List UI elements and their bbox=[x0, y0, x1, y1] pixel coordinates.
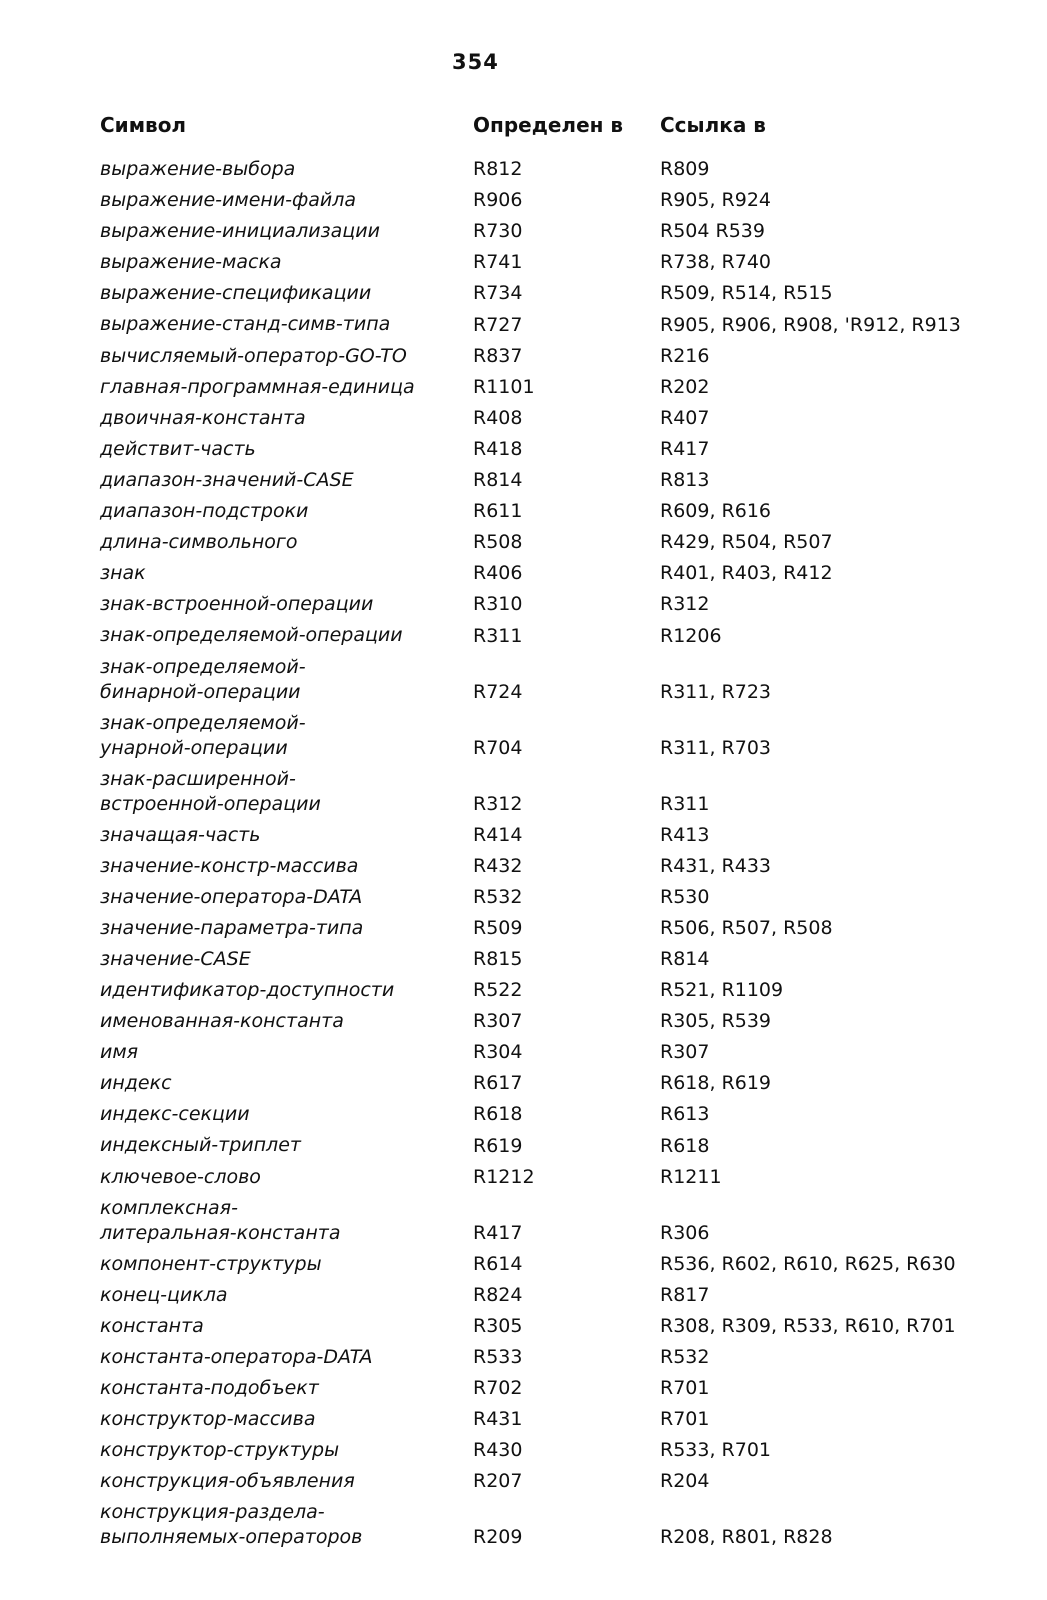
symbol-cell: главная-программная-единица bbox=[100, 375, 415, 398]
table-row bbox=[0, 372, 1047, 403]
referenced-in-cell: R204 bbox=[660, 1470, 710, 1493]
symbol-cell: имя bbox=[100, 1041, 139, 1064]
defined-in-cell: R311 bbox=[473, 624, 523, 647]
table-row bbox=[0, 185, 1047, 216]
symbol-cell: знак-определяемой- унарной-операции bbox=[100, 711, 306, 759]
table-row bbox=[0, 1068, 1047, 1099]
table-row bbox=[0, 1280, 1047, 1311]
defined-in-cell: R432 bbox=[473, 854, 523, 877]
defined-in-cell: R702 bbox=[473, 1377, 523, 1400]
symbol-cell: конструкция-объявления bbox=[100, 1470, 355, 1493]
table-row bbox=[0, 1342, 1047, 1373]
symbol-cell: индексный-триплет bbox=[100, 1134, 301, 1157]
defined-in-cell: R414 bbox=[473, 823, 523, 846]
defined-in-cell: R741 bbox=[473, 251, 523, 274]
symbol-cell: выражение-станд-симв-типа bbox=[100, 313, 391, 336]
symbol-cell: значащая-часть bbox=[100, 823, 261, 846]
defined-in-cell: R305 bbox=[473, 1314, 523, 1337]
table-row bbox=[0, 1162, 1047, 1193]
table-row bbox=[0, 216, 1047, 247]
header-symbol: Символ bbox=[100, 113, 187, 137]
symbol-cell: вычисляемый-оператор-GO-TO bbox=[100, 344, 407, 367]
symbol-cell: ключевое-слово bbox=[100, 1165, 261, 1188]
table-row bbox=[0, 1311, 1047, 1342]
defined-in-cell: R430 bbox=[473, 1439, 523, 1462]
symbol-cell: выражение-выбора bbox=[100, 158, 296, 180]
symbol-cell: действит-часть bbox=[100, 437, 256, 460]
table-row bbox=[0, 708, 1047, 764]
referenced-in-cell: R407 bbox=[660, 406, 710, 429]
table-row bbox=[0, 1435, 1047, 1466]
referenced-in-cell: R413 bbox=[660, 823, 710, 846]
referenced-in-cell: R905, R924 bbox=[660, 189, 772, 212]
referenced-in-cell: R306 bbox=[660, 1221, 710, 1244]
table-row bbox=[0, 882, 1047, 913]
defined-in-cell: R815 bbox=[473, 947, 523, 970]
referenced-in-cell: R506, R507, R508 bbox=[660, 916, 833, 939]
table-row bbox=[0, 851, 1047, 882]
symbol-cell: значение-CASE bbox=[100, 947, 251, 970]
symbol-cell: значение-оператора-DATA bbox=[100, 885, 363, 908]
header-referenced-in: Ссылка в bbox=[660, 113, 766, 137]
referenced-in-cell: R429, R504, R507 bbox=[660, 531, 833, 554]
index-table bbox=[0, 154, 1047, 1553]
table-row bbox=[0, 1404, 1047, 1435]
defined-in-cell: R724 bbox=[473, 680, 523, 703]
referenced-in-cell: R401, R403, R412 bbox=[660, 562, 833, 585]
defined-in-cell: R812 bbox=[473, 158, 523, 181]
table-row bbox=[0, 1497, 1047, 1553]
defined-in-cell: R304 bbox=[473, 1041, 523, 1064]
referenced-in-cell: R431, R433 bbox=[660, 854, 772, 877]
defined-in-cell: R307 bbox=[473, 1010, 523, 1033]
symbol-cell: диапазон-подстроки bbox=[100, 500, 309, 523]
symbol-cell: значение-параметра-типа bbox=[100, 916, 364, 939]
referenced-in-cell: R532 bbox=[660, 1346, 710, 1368]
referenced-in-cell: R530 bbox=[660, 885, 710, 908]
defined-in-cell: R207 bbox=[473, 1470, 523, 1493]
referenced-in-cell: R533, R701 bbox=[660, 1439, 772, 1462]
header-defined-in: Определен в bbox=[473, 113, 624, 137]
table-row bbox=[0, 434, 1047, 465]
table-row bbox=[0, 620, 1047, 651]
table-row bbox=[0, 1249, 1047, 1280]
defined-in-cell: R906 bbox=[473, 189, 523, 212]
symbol-cell: значение-констр-массива bbox=[100, 854, 359, 877]
defined-in-cell: R824 bbox=[473, 1283, 523, 1306]
defined-in-cell: R814 bbox=[473, 469, 523, 492]
referenced-in-cell: R1211 bbox=[660, 1165, 722, 1188]
symbol-cell: длина-символьного bbox=[100, 531, 298, 554]
referenced-in-cell: R305, R539 bbox=[660, 1010, 772, 1033]
defined-in-cell: R704 bbox=[473, 736, 523, 759]
table-row bbox=[0, 403, 1047, 434]
symbol-cell: индекс bbox=[100, 1072, 172, 1095]
referenced-in-cell: R817 bbox=[660, 1283, 710, 1306]
table-row bbox=[0, 1466, 1047, 1497]
table-row bbox=[0, 1193, 1047, 1249]
referenced-in-cell: R701 bbox=[660, 1408, 710, 1431]
referenced-in-cell: R809 bbox=[660, 158, 710, 181]
defined-in-cell: R209 bbox=[473, 1526, 523, 1549]
table-row bbox=[0, 944, 1047, 975]
table-row bbox=[0, 589, 1047, 620]
symbol-cell: индекс-секции bbox=[100, 1103, 250, 1126]
defined-in-cell: R509 bbox=[473, 916, 523, 939]
table-row bbox=[0, 913, 1047, 944]
symbol-cell: конструкция-раздела- выполняемых-операторов bbox=[100, 1501, 363, 1549]
defined-in-cell: R310 bbox=[473, 593, 523, 616]
defined-in-cell: R611 bbox=[473, 500, 523, 523]
defined-in-cell: R617 bbox=[473, 1072, 523, 1095]
symbol-cell: выражение-маска bbox=[100, 251, 282, 274]
referenced-in-cell: R202 bbox=[660, 375, 710, 398]
symbol-cell: знак-расширенной- встроенной-операции bbox=[100, 767, 321, 815]
defined-in-cell: R408 bbox=[473, 406, 523, 429]
symbol-cell: идентификатор-доступности bbox=[100, 978, 395, 1001]
table-row bbox=[0, 558, 1047, 589]
defined-in-cell: R417 bbox=[473, 1221, 523, 1244]
table-row bbox=[0, 820, 1047, 851]
defined-in-cell: R418 bbox=[473, 437, 523, 460]
referenced-in-cell: R307 bbox=[660, 1041, 710, 1064]
defined-in-cell: R1101 bbox=[473, 375, 535, 398]
referenced-in-cell: R417 bbox=[660, 437, 710, 460]
defined-in-cell: R837 bbox=[473, 344, 523, 367]
symbol-cell: компонент-структуры bbox=[100, 1252, 322, 1275]
defined-in-cell: R619 bbox=[473, 1134, 523, 1157]
defined-in-cell: R312 bbox=[473, 792, 523, 815]
referenced-in-cell: R311, R703 bbox=[660, 736, 772, 759]
symbol-cell: конец-цикла bbox=[100, 1283, 228, 1306]
referenced-in-cell: R504 R539 bbox=[660, 220, 765, 243]
referenced-in-cell: R1206 bbox=[660, 624, 722, 647]
defined-in-cell: R734 bbox=[473, 282, 523, 305]
referenced-in-cell: R613 bbox=[660, 1103, 710, 1126]
defined-in-cell: R618 bbox=[473, 1103, 523, 1126]
referenced-in-cell: R813 bbox=[660, 469, 710, 492]
table-row bbox=[0, 764, 1047, 820]
symbol-cell: двоичная-константа bbox=[100, 406, 306, 429]
symbol-cell: комплексная- литеральная-константа bbox=[100, 1196, 341, 1244]
symbol-cell: именованная-константа bbox=[100, 1010, 344, 1033]
referenced-in-cell: R905, R906, R908, 'R912, R913 bbox=[660, 313, 961, 336]
defined-in-cell: R406 bbox=[473, 562, 523, 585]
referenced-in-cell: R311 bbox=[660, 792, 710, 815]
page-number: 354 bbox=[452, 50, 499, 74]
table-row bbox=[0, 247, 1047, 278]
referenced-in-cell: R311, R723 bbox=[660, 680, 772, 703]
defined-in-cell: R730 bbox=[473, 220, 523, 243]
referenced-in-cell: R609, R616 bbox=[660, 500, 772, 523]
referenced-in-cell: R618 bbox=[660, 1134, 710, 1157]
defined-in-cell: R431 bbox=[473, 1408, 523, 1431]
referenced-in-cell: R618, R619 bbox=[660, 1072, 772, 1095]
defined-in-cell: R522 bbox=[473, 979, 523, 1002]
symbol-cell: константа-оператора-DATA bbox=[100, 1345, 373, 1368]
symbol-cell: конструктор-массива bbox=[100, 1408, 316, 1431]
table-row bbox=[0, 1099, 1047, 1130]
referenced-in-cell: R216 bbox=[660, 344, 710, 367]
defined-in-cell: R532 bbox=[473, 885, 523, 908]
symbol-cell: знак-определяемой-операции bbox=[100, 624, 403, 647]
symbol-cell: константа-подобъект bbox=[100, 1377, 319, 1399]
table-row bbox=[0, 1037, 1047, 1068]
table-row bbox=[0, 154, 1047, 185]
referenced-in-cell: R701 bbox=[660, 1377, 710, 1400]
table-row bbox=[0, 975, 1047, 1006]
symbol-cell: диапазон-значений-CASE bbox=[100, 468, 354, 491]
symbol-cell: выражение-спецификации bbox=[100, 282, 372, 305]
table-row bbox=[0, 309, 1047, 340]
table-row bbox=[0, 1130, 1047, 1161]
symbol-cell: знак bbox=[100, 562, 146, 585]
referenced-in-cell: R738, R740 bbox=[660, 251, 772, 274]
symbol-cell: выражение-имени-файла bbox=[100, 189, 357, 212]
symbol-cell: константа bbox=[100, 1314, 204, 1337]
defined-in-cell: R533 bbox=[473, 1346, 523, 1368]
table-row bbox=[0, 278, 1047, 309]
symbol-cell: конструктор-структуры bbox=[100, 1439, 340, 1462]
referenced-in-cell: R312 bbox=[660, 593, 710, 616]
table-row bbox=[0, 1006, 1047, 1037]
table-row bbox=[0, 465, 1047, 496]
defined-in-cell: R508 bbox=[473, 531, 523, 554]
table-row bbox=[0, 652, 1047, 708]
defined-in-cell: R727 bbox=[473, 313, 523, 336]
table-row bbox=[0, 527, 1047, 558]
table-row bbox=[0, 341, 1047, 372]
referenced-in-cell: R521, R1109 bbox=[660, 979, 784, 1002]
referenced-in-cell: R308, R309, R533, R610, R701 bbox=[660, 1314, 956, 1337]
symbol-cell: выражение-инициализации bbox=[100, 220, 380, 243]
table-row bbox=[0, 496, 1047, 527]
referenced-in-cell: R814 bbox=[660, 947, 710, 970]
table-row bbox=[0, 1373, 1047, 1404]
referenced-in-cell: R536, R602, R610, R625, R630 bbox=[660, 1252, 956, 1275]
column-headers bbox=[0, 113, 1047, 143]
defined-in-cell: R1212 bbox=[473, 1165, 535, 1188]
symbol-cell: знак-определяемой- бинарной-операции bbox=[100, 655, 306, 703]
defined-in-cell: R614 bbox=[473, 1252, 523, 1275]
symbol-cell: знак-встроенной-операции bbox=[100, 593, 374, 616]
referenced-in-cell: R208, R801, R828 bbox=[660, 1526, 833, 1549]
referenced-in-cell: R509, R514, R515 bbox=[660, 282, 833, 305]
